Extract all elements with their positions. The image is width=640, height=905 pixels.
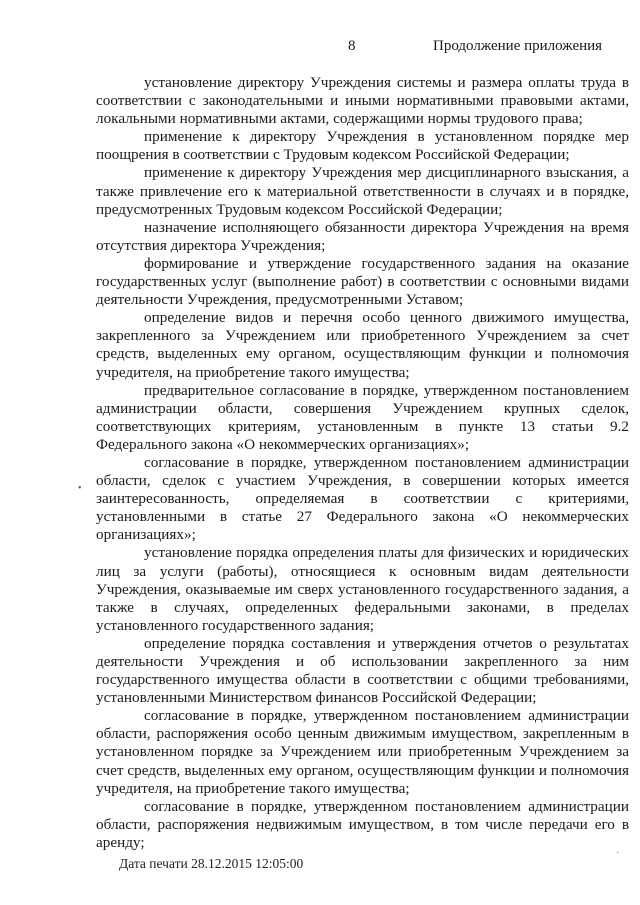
paragraph: определение порядка составления и утверждения отчетов о результатах деятельности Учреждения и об использовании закрепленного за ним государственного имущества области в соответствии с общими требованиями, установленными Министерством финансов Российской Федерации;	[96, 634, 629, 707]
paragraph: применение к директору Учреждения мер дисциплинарного взыскания, а также привлечение его к материальной ответственности в случаях и в порядке, предусмотренных Трудовым кодексом Российской Федерации;	[96, 164, 629, 218]
continuation-label: Продолжение приложения	[433, 38, 603, 54]
paragraph: установление порядка определения платы для физических и юридических лиц за услуги (работы), относящиеся к основным видам деятельности Учреждения, оказываемые им сверх установленного государственного задания, а также в случаях, определенных федеральными законами, в пределах установленного государственного задания;	[96, 544, 629, 634]
paragraph: применение к директору Учреждения в установленном порядке мер поощрения в соответствии с Трудовым кодексом Российской Федерации;	[96, 128, 629, 164]
document-body	[96, 74, 629, 852]
paragraph: установление директору Учреждения системы и размера оплаты труда в соответствии с законодательными и иными нормативными правовыми актами, локальными нормативными актами, содержащими нормы трудового права;	[96, 74, 629, 128]
paragraph: определение видов и перечня особо ценного движимого имущества, закрепленного за Учреждением или приобретенного Учреждением за счет средств, выделенных ему органом, осуществляющим функции и полномочия учредителя, на приобретение такого имущества;	[96, 309, 629, 381]
paragraph: назначение исполняющего обязанности директора Учреждения на время отсутствия директора Учреждения;	[96, 218, 629, 254]
paragraph: предварительное согласование в порядке, утвержденном постановлением администрации области, совершения Учреждением крупных сделок, соответствующих критериям, установленным в пункте 13 статьи 9.2 Федерального закона «О некоммерческих организациях»;	[96, 381, 629, 453]
paragraph: формирование и утверждение государственного задания на оказание государственных услуг (выполнение работ) в соответствии с основными видами деятельности Учреждения, предусмотренными Уставом;	[96, 254, 629, 309]
print-date-footer: Дата печати 28.12.2015 12:05:00	[119, 856, 304, 871]
paragraph: согласование в порядке, утвержденном постановлением администрации области, сделок с участием Учреждения, в совершении которых имеется заинтересованность, определяемая в соответствии с критериями, установленными в статье 27 Федерального закона «О некоммерческих организациях»;	[96, 453, 629, 544]
scan-mark-left: •	[78, 483, 82, 494]
paragraph: согласование в порядке, утвержденном постановлением администрации области, распоряжения недвижимым имуществом, в том числе передачи его в аренду;	[96, 797, 629, 851]
page-number: 8	[348, 38, 356, 54]
scan-mark-right: ·	[616, 848, 620, 859]
paragraph: согласование в порядке, утвержденном постановлением администрации области, распоряжения особо ценным движимым имуществом, закрепленным в установленном порядке за Учреждением или приобретенным Учреждением за счет средств, выделенных ему органом, осуществляющим функции и полномочия учредителя, на приобретение такого имущества;	[96, 707, 629, 797]
